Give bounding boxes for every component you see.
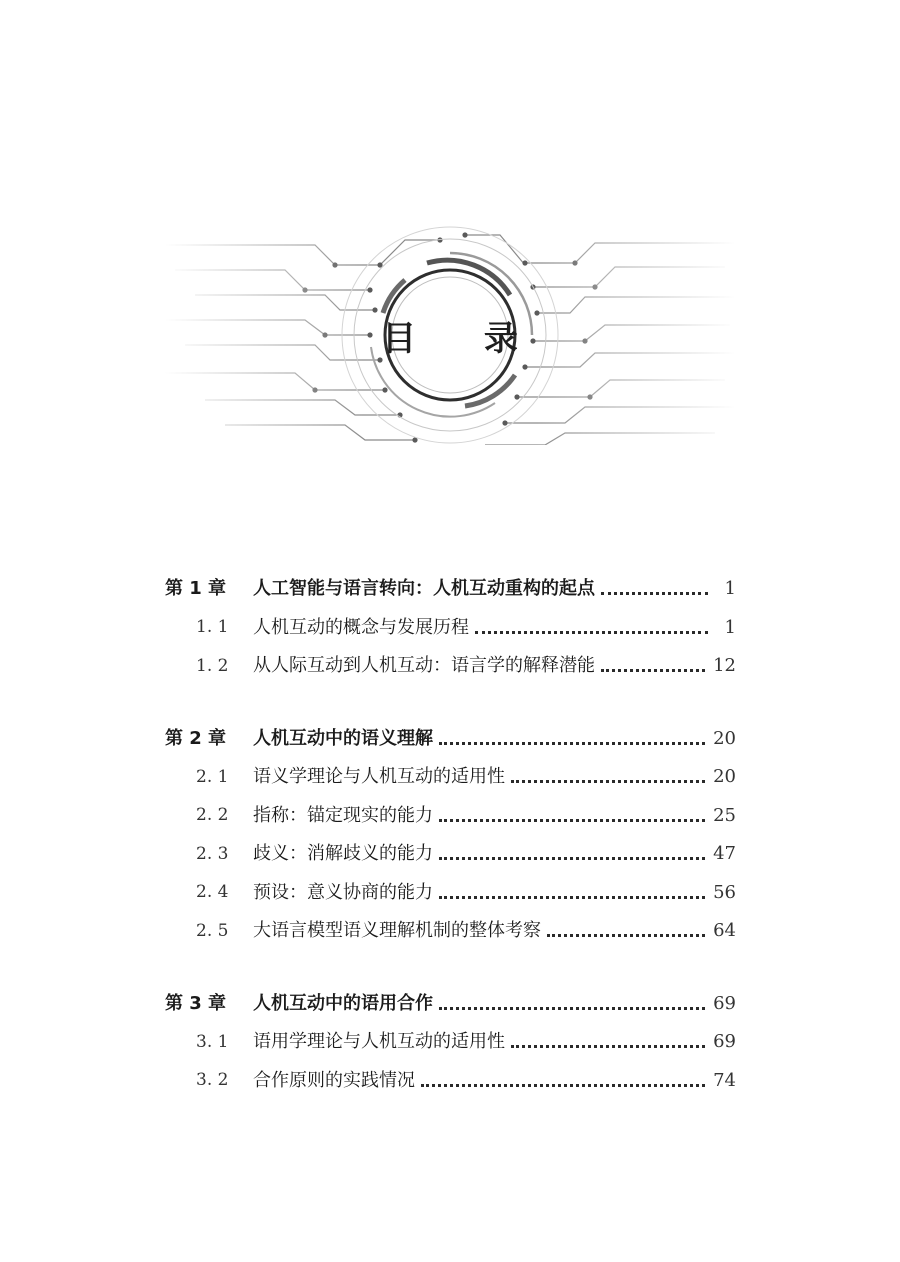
section-title: 大语言模型语义理解机制的整体考察 xyxy=(253,920,541,942)
toc-section-entry[interactable] xyxy=(165,1062,736,1101)
page-number: 69 xyxy=(713,992,736,1014)
dot-leader xyxy=(421,1083,705,1087)
dot-leader xyxy=(439,741,705,745)
chapter-block xyxy=(165,720,736,951)
section-number: 2. 1 xyxy=(196,766,229,787)
toc-chapter-entry[interactable] xyxy=(165,985,736,1024)
chapter-number: 第 1 章 xyxy=(165,578,227,600)
dot-leader xyxy=(601,668,705,672)
section-number: 1. 1 xyxy=(196,617,229,638)
toc-section-entry[interactable] xyxy=(165,758,736,797)
toc-section-entry[interactable] xyxy=(165,609,736,648)
section-number: 2. 2 xyxy=(196,805,229,826)
section-number: 1. 2 xyxy=(196,655,229,676)
section-number: 2. 4 xyxy=(196,882,229,903)
dot-leader xyxy=(475,630,708,634)
dot-leader xyxy=(601,591,708,595)
page-number: 1 xyxy=(724,616,736,638)
chapter-number: 第 2 章 xyxy=(165,727,227,749)
section-number: 2. 3 xyxy=(196,843,229,864)
section-number: 3. 2 xyxy=(196,1070,229,1091)
section-title: 从人际互动到人机互动：语言学的解释潜能 xyxy=(253,655,595,677)
dot-leader xyxy=(439,856,705,860)
dot-leader xyxy=(439,818,705,822)
section-title: 语义学理论与人机互动的适用性 xyxy=(253,766,505,788)
section-title: 合作原则的实践情况 xyxy=(253,1069,415,1091)
header-banner xyxy=(165,225,735,445)
page-number: 69 xyxy=(713,1031,736,1053)
chapter-title: 人工智能与语言转向：人机互动重构的起点 xyxy=(253,578,595,600)
dot-leader xyxy=(547,933,705,937)
dot-leader xyxy=(511,1044,705,1048)
chapter-title: 人机互动中的语义理解 xyxy=(253,727,433,749)
dot-leader xyxy=(439,895,705,899)
page-number: 12 xyxy=(713,655,736,677)
section-title: 歧义：消解歧义的能力 xyxy=(253,843,433,865)
page-number: 1 xyxy=(724,578,736,600)
chapter-title: 人机互动中的语用合作 xyxy=(253,992,433,1014)
toc-section-entry[interactable] xyxy=(165,874,736,913)
section-number: 3. 1 xyxy=(196,1031,229,1052)
chapter-number: 第 3 章 xyxy=(165,992,227,1014)
page-number: 74 xyxy=(713,1069,736,1091)
toc-section-entry[interactable] xyxy=(165,647,736,686)
toc-section-entry[interactable] xyxy=(165,912,736,951)
section-title: 预设：意义协商的能力 xyxy=(253,881,433,903)
section-number: 2. 5 xyxy=(196,920,229,941)
section-title: 人机互动的概念与发展历程 xyxy=(253,616,469,638)
page-number: 25 xyxy=(713,804,736,826)
chapter-block xyxy=(165,570,736,686)
section-title: 语用学理论与人机互动的适用性 xyxy=(253,1031,505,1053)
page-number: 20 xyxy=(713,727,736,749)
dot-leader xyxy=(511,779,705,783)
page-number: 56 xyxy=(713,881,736,903)
page-number: 20 xyxy=(713,766,736,788)
toc-chapter-entry[interactable] xyxy=(165,720,736,759)
page-number: 47 xyxy=(713,843,736,865)
page-number: 64 xyxy=(713,920,736,942)
dot-leader xyxy=(439,1006,705,1010)
table-of-contents xyxy=(165,570,736,1134)
section-title: 指称：锚定现实的能力 xyxy=(253,804,433,826)
toc-chapter-entry[interactable] xyxy=(165,570,736,609)
chapter-block xyxy=(165,985,736,1101)
toc-section-entry[interactable] xyxy=(165,835,736,874)
page-title: 目 录 xyxy=(382,318,546,359)
toc-section-entry[interactable] xyxy=(165,1023,736,1062)
toc-section-entry[interactable] xyxy=(165,797,736,836)
